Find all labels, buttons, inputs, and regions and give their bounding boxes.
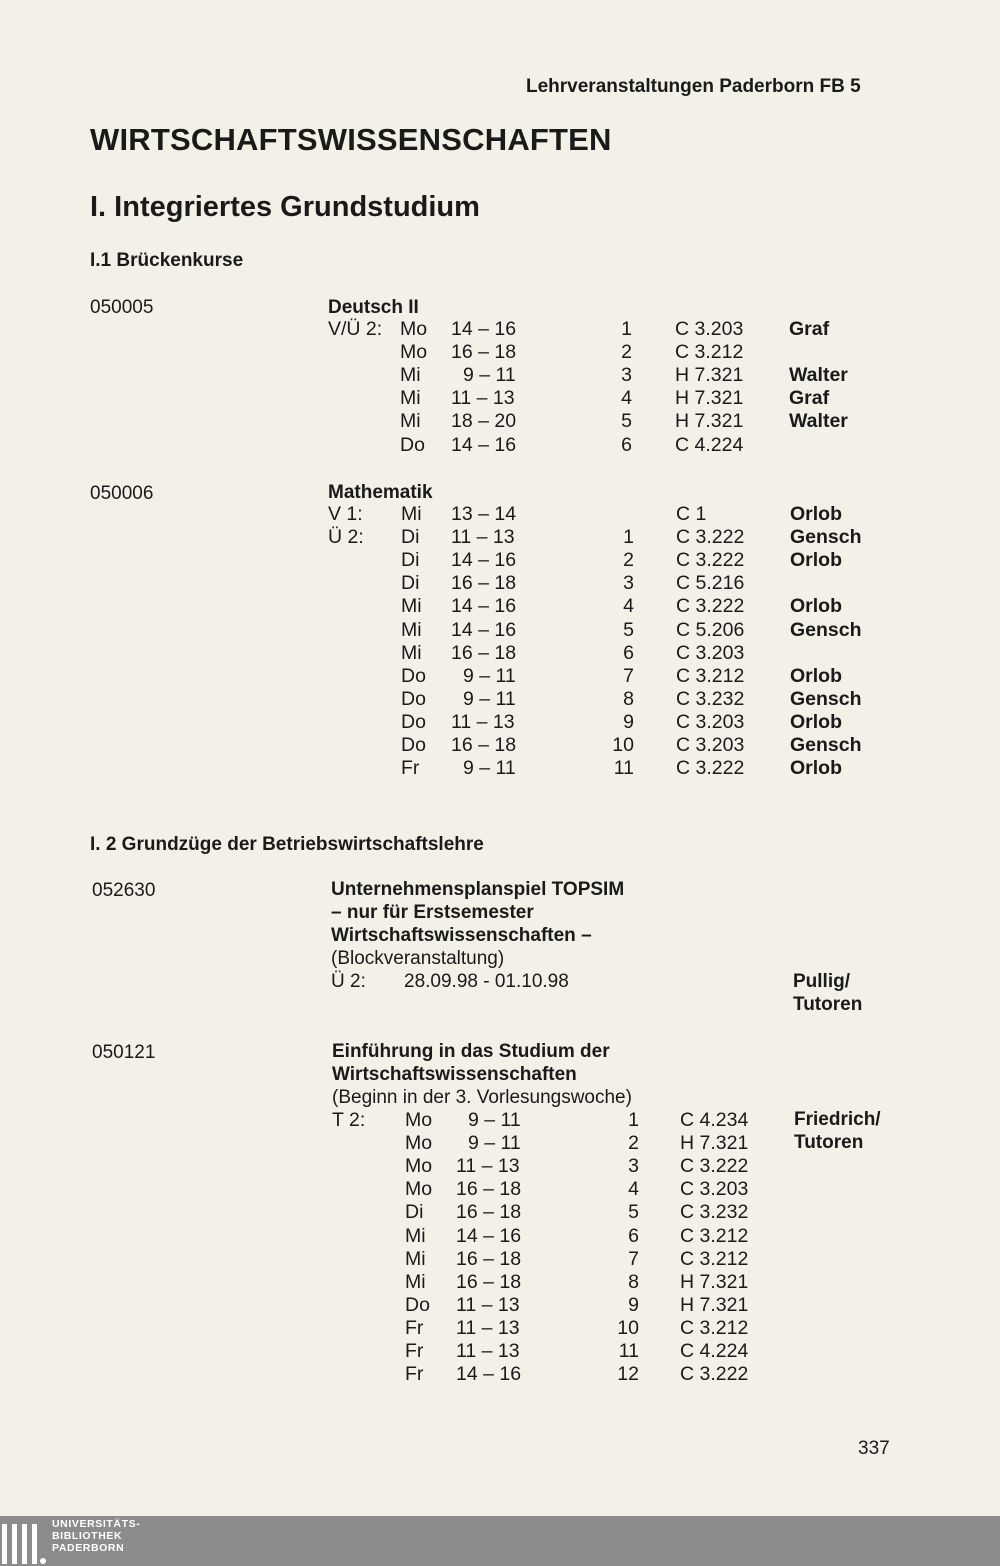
subsection-title: I.1 Brückenkurse — [90, 250, 244, 271]
schedule-row — [0, 318, 900, 341]
session-lecturer: Orlob — [790, 664, 842, 687]
session-group: 8 — [628, 1270, 639, 1293]
course-title: – nur für Erstsemester — [331, 902, 534, 923]
session-group: 10 — [612, 734, 634, 756]
schedule-row — [0, 1132, 900, 1155]
session-day: Mi — [400, 410, 421, 433]
course-lecturer: Tutoren — [794, 1132, 864, 1153]
session-room: C 3.203 — [676, 641, 745, 664]
session-room: C 4.224 — [680, 1340, 749, 1362]
session-room: C 5.216 — [676, 572, 745, 595]
session-day: Mo — [405, 1155, 433, 1178]
session-time: 14 – 16 — [451, 618, 517, 641]
schedule-row — [0, 757, 900, 780]
session-room: C 3.222 — [680, 1363, 749, 1386]
session-group: 7 — [628, 1247, 639, 1270]
session-time: 9 – 11 — [463, 364, 516, 387]
session-type: Ü 2: — [328, 526, 364, 549]
session-room: H 7.321 — [680, 1270, 749, 1293]
session-day: Di — [401, 526, 420, 549]
session-time: 14 – 16 — [451, 595, 517, 618]
session-type: T 2: — [332, 1109, 366, 1131]
session-lecturer: Gensch — [790, 618, 862, 641]
session-lecturer: Gensch — [790, 687, 862, 710]
session-time: 16 – 18 — [456, 1178, 522, 1201]
session-group: 6 — [628, 1224, 639, 1247]
schedule-row — [0, 642, 900, 665]
session-room: C 3.212 — [680, 1247, 749, 1270]
library-logo-text: UNIVERSITÄTS- BIBLIOTHEK PADERBORN — [52, 1518, 141, 1554]
session-room: C 1 — [676, 503, 707, 525]
session-day: Mi — [401, 618, 422, 641]
session-group: 9 — [628, 1293, 639, 1316]
session-time: 16 – 18 — [456, 1201, 522, 1224]
session-group: 6 — [623, 641, 634, 664]
session-day: Fr — [405, 1316, 424, 1339]
session-lecturer: Graf — [789, 387, 830, 410]
session-room: C 3.212 — [675, 341, 744, 364]
session-time: 16 – 18 — [456, 1247, 522, 1270]
session-day: Mi — [401, 641, 422, 664]
session-time: 16 – 18 — [451, 641, 517, 664]
session-time: 16 – 18 — [451, 734, 517, 756]
schedule-row — [0, 619, 900, 642]
session-time: 11 – 13 — [456, 1293, 520, 1316]
session-lecturer: Orlob — [790, 549, 842, 572]
session-day: Mi — [401, 595, 422, 618]
schedule-row — [0, 387, 900, 410]
session-time: 11 – 13 — [451, 710, 515, 733]
session-day: Do — [405, 1293, 430, 1316]
session-lecturer: Orlob — [790, 595, 842, 618]
session-time: 16 – 18 — [451, 572, 517, 595]
course-dates: 28.09.98 - 01.10.98 — [404, 971, 569, 992]
course-type: Ü 2: — [331, 971, 366, 992]
course-number: 052630 — [92, 880, 156, 901]
session-group: 11 — [618, 1340, 639, 1362]
session-group: 2 — [621, 341, 632, 364]
session-group: 1 — [628, 1109, 639, 1131]
session-group: 4 — [621, 387, 632, 410]
session-room: H 7.321 — [680, 1293, 749, 1316]
course-title: Unternehmensplanspiel TOPSIM — [331, 879, 625, 900]
schedule-row — [0, 1340, 900, 1363]
session-group: 3 — [621, 364, 632, 387]
schedule-row — [0, 1363, 900, 1386]
session-day: Do — [401, 710, 426, 733]
session-room: C 3.212 — [680, 1224, 749, 1247]
schedule-row — [0, 1225, 900, 1248]
schedule-row — [0, 410, 900, 433]
session-room: C 5.206 — [676, 618, 745, 641]
session-room: C 3.222 — [676, 757, 745, 780]
session-group: 1 — [623, 526, 634, 549]
session-room: C 3.212 — [676, 664, 745, 687]
schedule-row — [0, 364, 900, 387]
session-lecturer: Graf — [789, 318, 830, 340]
session-lecturer: Gensch — [790, 734, 862, 756]
session-day: Do — [401, 664, 426, 687]
session-room: C 3.212 — [680, 1316, 749, 1339]
session-day: Mo — [405, 1178, 433, 1201]
session-day: Mi — [405, 1224, 426, 1247]
session-room: H 7.321 — [680, 1132, 749, 1155]
session-day: Di — [405, 1201, 424, 1224]
session-day: Do — [401, 687, 426, 710]
session-group: 4 — [628, 1178, 639, 1201]
session-time: 14 – 16 — [451, 318, 517, 340]
course-title: Wirtschaftswissenschaften – — [331, 925, 592, 946]
session-time: 11 – 13 — [456, 1340, 520, 1362]
session-time: 9 – 11 — [463, 687, 516, 710]
schedule-row — [0, 572, 900, 595]
course-title: Deutsch II — [328, 297, 419, 318]
schedule-row — [0, 1155, 900, 1178]
session-day: Do — [401, 734, 426, 756]
session-day: Mo — [405, 1109, 433, 1131]
session-time: 16 – 18 — [456, 1270, 522, 1293]
session-lecturer: Orlob — [790, 710, 842, 733]
session-room: C 3.222 — [676, 526, 745, 549]
session-room: H 7.321 — [675, 410, 744, 433]
course-lecturer: Friedrich/ — [794, 1109, 881, 1130]
schedule-row — [0, 595, 900, 618]
session-time: 9 – 11 — [468, 1109, 521, 1131]
session-time: 18 – 20 — [451, 410, 517, 433]
session-room: C 3.222 — [680, 1155, 749, 1178]
session-time: 11 – 13 — [456, 1155, 520, 1178]
session-time: 14 – 16 — [451, 549, 517, 572]
session-time: 16 – 18 — [451, 341, 517, 364]
session-room: C 3.232 — [680, 1201, 749, 1224]
session-room: C 4.224 — [675, 433, 744, 456]
session-room: C 3.203 — [676, 710, 745, 733]
session-lecturer: Gensch — [790, 526, 862, 549]
session-group: 5 — [628, 1201, 639, 1224]
session-day: Fr — [405, 1363, 424, 1386]
session-room: C 3.203 — [676, 734, 745, 756]
schedule-row — [0, 503, 900, 526]
session-type: V 1: — [328, 503, 363, 525]
page-number: 337 — [858, 1438, 890, 1459]
session-group: 3 — [623, 572, 634, 595]
session-day: Di — [401, 549, 420, 572]
session-day: Mo — [405, 1132, 433, 1155]
course-number: 050006 — [90, 483, 154, 504]
schedule-row — [0, 1294, 900, 1317]
session-day: Mo — [400, 318, 428, 340]
session-group: 1 — [621, 318, 632, 340]
subsection-title: I. 2 Grundzüge der Betriebswirtschaftslehre — [90, 834, 484, 855]
schedule-row — [0, 1317, 900, 1340]
course-title: Wirtschaftswissenschaften — [332, 1064, 577, 1085]
session-room: H 7.321 — [675, 387, 744, 410]
session-time: 13 – 14 — [451, 503, 517, 525]
section-title: I. Integriertes Grundstudium — [90, 191, 480, 223]
session-room: C 3.222 — [676, 549, 745, 572]
course-title: Mathematik — [328, 482, 433, 503]
session-time: 11 – 13 — [456, 1316, 520, 1339]
session-room: C 3.232 — [676, 687, 745, 710]
session-group: 2 — [623, 549, 634, 572]
session-group: 7 — [623, 664, 634, 687]
schedule-row — [0, 341, 900, 364]
course-note: (Beginn in der 3. Vorlesungswoche) — [332, 1087, 632, 1108]
session-group: 8 — [623, 687, 634, 710]
session-group: 3 — [628, 1155, 639, 1178]
schedule-row — [0, 1271, 900, 1294]
session-day: Mi — [400, 387, 421, 410]
session-day: Mi — [400, 364, 421, 387]
session-day: Mi — [405, 1247, 426, 1270]
schedule-row — [0, 734, 900, 757]
session-day: Fr — [405, 1340, 424, 1362]
session-type: V/Ü 2: — [328, 318, 383, 340]
session-day: Di — [401, 572, 420, 595]
session-group: 12 — [617, 1363, 639, 1386]
session-group: 6 — [621, 433, 632, 456]
schedule-row — [0, 549, 900, 572]
library-logo-icon — [2, 1524, 46, 1564]
course-number: 050005 — [90, 297, 154, 318]
session-room: C 3.222 — [676, 595, 745, 618]
session-group: 11 — [613, 757, 634, 780]
main-title: WIRTSCHAFTSWISSENSCHAFTEN — [90, 122, 612, 157]
session-room: C 3.203 — [675, 318, 744, 340]
schedule-row — [0, 688, 900, 711]
session-time: 14 – 16 — [456, 1224, 522, 1247]
session-group: 2 — [628, 1132, 639, 1155]
session-day: Mi — [405, 1270, 426, 1293]
course-note: (Blockveranstaltung) — [331, 948, 505, 969]
course-title: Einführung in das Studium der — [332, 1041, 610, 1062]
schedule-row — [0, 1201, 900, 1224]
schedule-row — [0, 526, 900, 549]
session-group: 10 — [617, 1316, 639, 1339]
session-room: C 3.203 — [680, 1178, 749, 1201]
schedule-row — [0, 1248, 900, 1271]
session-room: C 4.234 — [680, 1109, 749, 1131]
session-time: 9 – 11 — [468, 1132, 521, 1155]
course-number: 050121 — [92, 1042, 156, 1063]
session-lecturer: Orlob — [790, 757, 842, 780]
session-lecturer: Orlob — [790, 503, 842, 525]
schedule-row — [0, 434, 900, 457]
session-time: 14 – 16 — [451, 433, 517, 456]
session-day: Mo — [400, 341, 428, 364]
session-lecturer: Walter — [789, 410, 848, 433]
library-footer — [0, 1516, 1000, 1566]
session-day: Do — [400, 433, 425, 456]
session-group: 5 — [623, 618, 634, 641]
session-room: H 7.321 — [675, 364, 744, 387]
session-time: 9 – 11 — [463, 664, 516, 687]
course-lecturer: Tutoren — [793, 994, 863, 1015]
running-head: Lehrveranstaltungen Paderborn FB 5 — [526, 76, 861, 97]
session-group: 4 — [623, 595, 634, 618]
session-group: 9 — [623, 710, 634, 733]
session-group: 5 — [621, 410, 632, 433]
session-day: Mi — [401, 503, 422, 525]
schedule-row — [0, 1109, 900, 1132]
course-lecturer: Pullig/ — [793, 971, 850, 992]
session-time: 14 – 16 — [456, 1363, 522, 1386]
session-time: 9 – 11 — [463, 757, 516, 780]
session-lecturer: Walter — [789, 364, 848, 387]
session-time: 11 – 13 — [451, 526, 515, 549]
session-day: Fr — [401, 757, 420, 780]
schedule-row — [0, 665, 900, 688]
schedule-row — [0, 711, 900, 734]
session-time: 11 – 13 — [451, 387, 515, 410]
schedule-row — [0, 1178, 900, 1201]
